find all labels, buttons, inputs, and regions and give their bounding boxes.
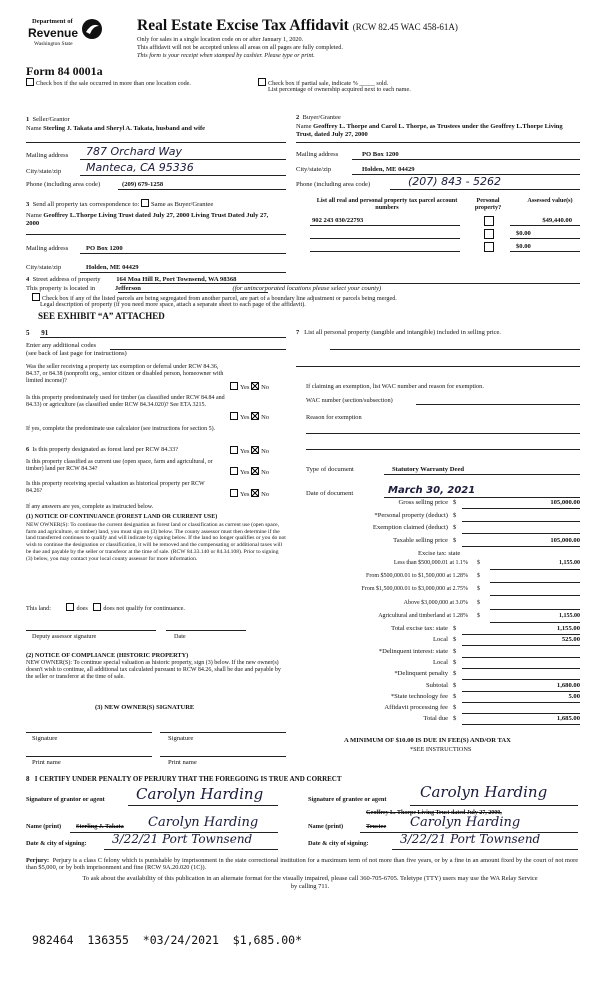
assessed-col-header: Assessed value(s) [527, 197, 573, 204]
form-title: Real Estate Excise Tax Affidavit (RCW 82.45 WAC 458-61A) [137, 17, 458, 34]
tax-row-label: Local [432, 636, 448, 644]
tax-row-label: *Delinquent interest: state [378, 647, 448, 655]
sec5-q1-no-checkbox[interactable] [251, 382, 259, 390]
tax-row-label: Local [432, 658, 448, 666]
sec6-q2-no-checkbox[interactable] [251, 467, 259, 475]
tax-row-label: Less than $500,000.01 at 1.1% [393, 560, 468, 566]
tax-row-label: Gross selling price [398, 499, 448, 506]
tax-row [300, 512, 588, 522]
correspondence-mail-label: Mailing address [26, 245, 69, 252]
tax-row-label: Above $3,000,000 at 3.0% [403, 599, 468, 606]
assessed-value[interactable]: $0.00 [516, 243, 531, 250]
tax-row [300, 715, 588, 725]
correspondence-row: 3 Send all property tax correspondence to: Same as Buyer/Grantee [26, 201, 214, 208]
dollar-sign: $ [453, 647, 457, 655]
parcel-number[interactable]: 902 243 030/22793 [312, 217, 364, 224]
notice-continuance-heading: (1) NOTICE OF CONTINUANCE (FOREST LAND OR CURRENT USE) [26, 514, 218, 520]
sec6-q2-answer[interactable]: Yes No [230, 467, 269, 477]
tax-row [300, 704, 588, 714]
dollar-sign: $ [453, 715, 457, 723]
dollar-sign: $ [477, 573, 480, 580]
dollar-sign: $ [453, 524, 457, 531]
dept-of: Department of [32, 18, 73, 25]
dollar-sign: $ [453, 625, 457, 632]
owner-print-label: Print name [32, 759, 61, 766]
tax-row-label: From $500,000.01 to $1,500,000 at 1.28% [366, 573, 468, 580]
tax-row [300, 573, 588, 584]
tax-row-amount[interactable] [490, 586, 580, 596]
tax-row [300, 600, 588, 611]
tax-row-amount[interactable] [462, 659, 580, 669]
tax-row [300, 682, 588, 692]
seller-name-row: Name Sterling J. Takata and Sheryl A. Takata, husband and wife [26, 125, 205, 132]
grantee-print-label: Name (print) [308, 823, 344, 830]
grantor-date-label: Date & city of signing: [26, 840, 87, 847]
sec6-q1-no-checkbox[interactable] [251, 446, 259, 454]
tax-row-amount[interactable]: 525.00 [462, 636, 580, 646]
grantor-print-label: Name (print) [26, 823, 62, 830]
tax-row-amount[interactable] [490, 600, 580, 610]
legal-description[interactable]: SEE EXHIBIT “A” ATTACHED [38, 311, 165, 321]
correspondence-city-label: City/state/zip [26, 264, 62, 271]
street-row: 4 Street address of property 164 Moa Hill R, Port Townsend, WA 98368 [26, 276, 237, 283]
grantee-date-label: Date & city of signing: [308, 840, 369, 847]
assessed-value[interactable]: $49,440.00 [542, 217, 572, 224]
dollar-sign: $ [477, 560, 480, 566]
dollar-sign: $ [477, 612, 480, 619]
tax-row [300, 636, 588, 646]
doc-type-field[interactable]: Statutory Warranty Deed [392, 466, 465, 473]
additional-codes-label: Enter any additional codes [26, 342, 97, 349]
tax-row-amount[interactable]: 1,155.00 [462, 625, 580, 635]
tax-row-label: Exemption claimed (deduct) [372, 524, 448, 531]
sec5-q2: Is this property predominately used for timber (as classified under RCW 84.84 and 84.33) or agriculture (as classified under RCW 84.34.020)? See ETA 3215. [26, 395, 225, 409]
tax-row-label: Subtotal [426, 681, 448, 689]
sec5-q2-answer[interactable]: Yes No [230, 412, 269, 422]
buyer-name[interactable]: Geoffrey L. Thorpe and Carol L. Thorpe, as Trustees under the Geoffrey L.Thorpe Living Trust, dated July 27, 2000 [296, 123, 563, 138]
sec5-label: 5 91 [26, 329, 49, 337]
dor-logo [26, 18, 104, 54]
deputy-date-label: Date [174, 633, 186, 640]
dollar-sign: $ [477, 599, 480, 606]
grantor-date-city[interactable]: 3/22/21 Port Townsend [112, 832, 253, 846]
tax-row [300, 613, 588, 624]
multi-location-label: Check box if the sale occurred in more than one location code. [36, 80, 191, 87]
list-percentage-note: List percentage of ownership acquired next to each name. [268, 86, 411, 93]
sec5-q2-no-checkbox[interactable] [251, 412, 259, 420]
grantee-print-name[interactable]: Carolyn Harding [410, 815, 521, 830]
partial-sale-label: Check box if partial sale, indicate % _____ sold. [268, 80, 389, 87]
tax-row-amount[interactable] [462, 524, 580, 534]
multi-location-check[interactable] [26, 78, 191, 87]
tax-row [300, 659, 588, 669]
grantee-sig-label: Signature of grantee or agent [308, 796, 387, 803]
seller-mail-label: Mailing address [26, 152, 69, 159]
sec6-q3-answer[interactable]: Yes No [230, 489, 269, 499]
buyer-heading: 2 Buyer/Grantee [296, 114, 341, 121]
exemption-label: If claiming an exemption, list WAC number and reason for exemption. [306, 383, 484, 390]
wac-label: WAC number (section/subsection) [306, 397, 393, 404]
correspondence-mail-field[interactable]: PO Box 1200 [86, 245, 123, 252]
header-note-3: This form is your receipt when stamped by cashier. Please type or print. [137, 52, 315, 59]
seller-city-label: City/state/zip [26, 168, 62, 175]
cashier-stamp: 982464 136355 *03/24/2021 $1,685.00* [32, 933, 303, 947]
seller-phone-field[interactable]: (209) 679-1258 [122, 181, 164, 188]
buyer-name-row: Name Geoffrey L. Thorpe and Carol L. Thorpe, as Trustees under the Geoffrey L.Thorpe Living Trust, dated July 27, 2000 [296, 123, 563, 138]
land-use-code[interactable]: 91 [41, 329, 49, 337]
land-does-not-checkbox[interactable] [93, 603, 101, 611]
this-land-row: This land: does does not qualify for continuance. [26, 605, 185, 612]
sec5-q1-answer[interactable]: Yes No [230, 382, 269, 392]
tax-row [300, 693, 588, 703]
dollar-sign: $ [453, 704, 457, 712]
header-note-2: This affidavit will not be accepted unless all areas on all pages are fully completed. [137, 44, 343, 51]
grantee-date-city[interactable]: 3/22/21 Port Townsend [400, 832, 541, 846]
minimum-fee-note: A MINIMUM OF $10.00 IS DUE IN FEE(S) AND/OR TAX [344, 737, 511, 744]
buyer-phone-label: Phone (including area code) [296, 181, 371, 188]
see-instructions-note: *SEE INSTRUCTIONS [410, 746, 472, 753]
grantor-signature[interactable]: Carolyn Harding [136, 785, 264, 803]
seller-heading: 1 Seller/Grantor [26, 116, 70, 123]
land-does-checkbox[interactable] [66, 603, 74, 611]
tax-row-amount[interactable] [462, 648, 580, 658]
dollar-sign: $ [453, 692, 457, 700]
same-as-buyer-checkbox[interactable] [141, 199, 149, 207]
seller-city-field[interactable]: Manteca, CA 95336 [86, 161, 194, 174]
correspondence-name-row: Name Geoffrey L.Thorpe Living Trust dated July 27, 2000 Living Trust Dated July 27, 2000 [26, 212, 269, 227]
dollar-sign: $ [453, 681, 457, 689]
alt-format-note: To ask about the availability of this publication in an alternate format for the visually impaired, please call 360-705-6705. Teletype (TTY) users may use the WA Relay Service by calling 711. [82, 875, 538, 890]
correspondence-city-field[interactable]: Holden, ME 04429 [86, 264, 139, 271]
dollar-sign: $ [453, 636, 457, 644]
sec6-q3-no-checkbox[interactable] [251, 489, 259, 497]
notice-compliance-heading: (2) NOTICE OF COMPLIANCE (HISTORIC PROPERTY) [26, 652, 189, 659]
assessed-value[interactable]: $0.00 [516, 230, 531, 237]
tax-row-amount[interactable]: 1,685.00 [462, 715, 580, 725]
tax-row-amount[interactable]: 1,155.00 [490, 613, 580, 623]
sec5-q1: Was the seller receiving a property tax exemption or deferral under RCW 84.36, 84.37, or 84.38 (nonprofit org., senior citizen or disabled person, homeowner with limited income)? [26, 364, 224, 385]
dollar-sign: $ [453, 536, 457, 544]
segregation-check[interactable]: Check box if any of the listed parcels are being segregated from another parcel, are part of a boundary line adjustment or parcels being merged. [32, 293, 397, 302]
see-back-note: (see back of last page for instructions) [26, 350, 127, 357]
seller-name[interactable]: Sterling J. Takata and Sheryl A. Takata, husband and wife [43, 125, 205, 132]
sec6-q1: 6 Is this property designated as forest land per RCW 84.33? [26, 446, 179, 453]
reason-label: Reason for exemption [306, 414, 362, 421]
sec6-if-yes: If any answers are yes, complete as instructed below. [26, 504, 154, 510]
tax-row [300, 524, 588, 534]
grantor-print-name[interactable]: Carolyn Harding [148, 815, 259, 830]
grantee-struck-trustee: Trustee [366, 823, 387, 830]
tax-row-label: *Delinquent penalty [394, 670, 448, 678]
buyer-mail-label: Mailing address [296, 151, 339, 158]
grantee-signature[interactable]: Carolyn Harding [420, 783, 548, 801]
doc-type-label: Type of document [306, 466, 354, 473]
tax-row [300, 537, 588, 547]
tax-row-label: *Personal property (deduct) [374, 511, 448, 519]
personal-property-checkbox[interactable] [484, 242, 494, 252]
tax-row-amount[interactable]: 1,155.00 [490, 560, 580, 570]
tax-row-amount[interactable]: 105,000.00 [462, 499, 580, 509]
dollar-sign: $ [453, 670, 457, 678]
dept-revenue: Revenue [28, 26, 79, 40]
tax-row-amount[interactable]: 1,680.00 [462, 682, 580, 692]
tax-row-label: From $1,500,000.01 to $3,000,000 at 2.75% [361, 586, 468, 593]
multi-location-checkbox[interactable] [26, 78, 34, 86]
partial-sale-checkbox[interactable] [258, 78, 266, 86]
street-address[interactable]: 164 Moa Hill R, Port Townsend, WA 98368 [116, 276, 237, 283]
dollar-sign: $ [453, 511, 457, 519]
tax-row-amount[interactable]: 105,000.00 [462, 537, 580, 547]
tax-row-amount[interactable] [462, 512, 580, 522]
perjury-note: Perjury: Perjury is a class C felony which is punishable by imprisonment in the state correctional institution for a maximum term of not more than five years, or by a fine in an amount fixed by the court of not more than $5,000, or by both imprisonment and fine (RCW 9A.20.020 (1C)). [26, 857, 578, 872]
excise-label: Excise tax: state [418, 550, 461, 557]
owner-signature-label-2: Signature [168, 735, 194, 742]
buyer-city-label: City/state/zip [296, 166, 332, 173]
correspondence-name[interactable]: Geoffrey L.Thorpe Living Trust dated July 27, 2000 Living Trust Dated July 27, 2000 [26, 212, 269, 227]
sec6-q2: Is this property classified as current use (open space, farm and agricultural, or timber) land per RCW 84.34? [26, 459, 213, 473]
sec6-q3: Is this property receiving special valuation as historical property per RCW 84.26? [26, 481, 205, 495]
tax-row [300, 586, 588, 597]
personal-property-checkbox[interactable] [484, 229, 494, 239]
buyer-city-field[interactable]: Holden, ME 04429 [362, 166, 415, 173]
sec6-q1-answer[interactable]: Yes No [230, 446, 269, 456]
tax-row-amount[interactable] [462, 670, 580, 680]
segregation-checkbox[interactable] [32, 293, 40, 301]
header-note-1: Only for sales in a single location code on or after January 1, 2020. [137, 36, 304, 43]
doc-date-field[interactable]: March 30, 2021 [388, 485, 476, 496]
grantor-sig-label: Signature of grantor or agent [26, 796, 105, 803]
legal-description-label: Legal description of property (if you need more space, attach a separate sheet to each page of the affidavit). [40, 301, 306, 308]
tax-row [300, 625, 588, 635]
form-number: Form 84 0001a [26, 64, 103, 78]
tax-row [300, 560, 588, 571]
tax-row [300, 670, 588, 680]
grantor-struck-name: Sterling J. Takata [76, 823, 124, 830]
county-row: This property is located in Jefferson (for unincorporated locations please select your county) [26, 285, 382, 292]
tax-row-label: Total excise tax: state [391, 625, 448, 632]
dollar-sign: $ [453, 499, 457, 506]
tax-row-label: Agricultural and timberland at 1.28% [378, 612, 468, 619]
dollar-sign: $ [477, 586, 480, 593]
parcel-col-header: List all real and personal property tax parcel account numbers [316, 197, 458, 212]
dept-state: Washington State [34, 41, 73, 47]
doc-date-label: Date of document [306, 490, 354, 497]
deputy-signature-label: Deputy assessor signature [32, 633, 97, 640]
buyer-mail-field[interactable]: PO Box 1200 [362, 151, 399, 158]
tax-row-label: Total due [423, 715, 448, 723]
dor-emblem-icon [81, 18, 103, 40]
personal-col-header: Personal property? [474, 197, 502, 212]
grantee-struck-name: Geoffrey L. Thorpe Living Trust dated July 27, 2000, [366, 810, 502, 816]
new-owner-signature-heading: (3) NEW OWNER(S) SIGNATURE [95, 704, 195, 711]
tax-row-label: Taxable selling price [393, 536, 448, 544]
seller-mail-field[interactable]: 787 Orchard Way [86, 145, 182, 158]
sec5-q3: If yes, complete the predominate use calculator (see instructions for section 5). [26, 426, 216, 432]
personal-property-checkbox[interactable] [484, 216, 494, 226]
notice-continuance-body: NEW OWNER(S): To continue the current designation as forest land or classification as current use (open space, farm and agriculture, or timber) land, you must sign on (3) below. The county assessor must then determine if the land transferred continues to qualify and will indicate by signing below. If the land no longer qualifies or you do not wish to continue the designation or classification, it will be removed and the compensating or additional taxes will be due and payable by the seller or transferor at the time of sale. (RCW 84.33.140 or 84.34.108). Prior to signing (3) below, you may contact your local county assessor for more information. [26, 522, 286, 562]
tax-row-label: Affidavit processing fee [384, 704, 448, 712]
tax-row-amount[interactable] [490, 573, 580, 583]
tax-row [300, 648, 588, 658]
dollar-sign: $ [453, 658, 457, 666]
tax-row-amount[interactable] [462, 704, 580, 714]
sec7-text: 7 List all personal property (tangible and intangible) included in selling price. [296, 329, 502, 336]
tax-row-label: *State technology fee [390, 692, 448, 700]
owner-signature-label: Signature [32, 735, 58, 742]
buyer-phone-field[interactable]: (207) 843 - 5262 [408, 175, 502, 188]
notice-compliance-body: NEW OWNER(S): To continue special valuation as historic property, sign (3) below. If the new owner(s) doesn't wish to continue, all additional tax calculated pursuant to RCW 84.26, shall be due and payable by the seller or transferor at the time of sale. [26, 660, 281, 681]
certify-line: 8 I CERTIFY UNDER PENALTY OF PERJURY THAT THE FOREGOING IS TRUE AND CORRECT [26, 775, 342, 783]
county-field[interactable]: Jefferson [114, 285, 141, 292]
seller-phone-label: Phone (including area code) [26, 181, 101, 188]
tax-row [300, 499, 588, 509]
tax-row-amount[interactable]: 5.00 [462, 693, 580, 703]
owner-print-label-2: Print name [168, 759, 197, 766]
